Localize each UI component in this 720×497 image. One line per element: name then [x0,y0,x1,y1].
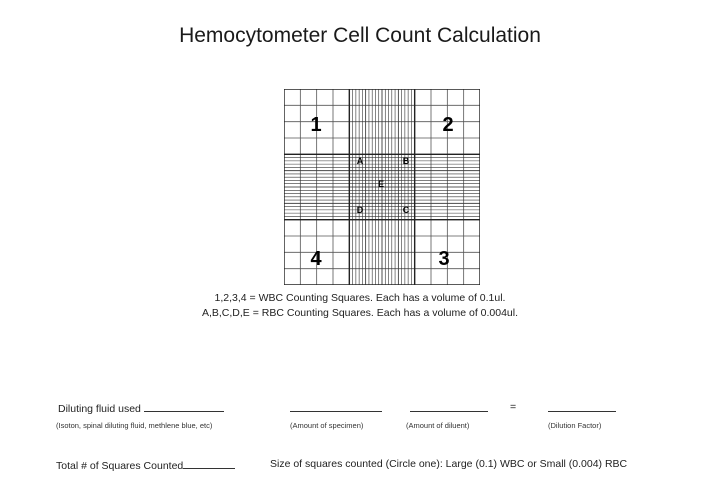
diluting-fluid-hint: (Isoton, spinal diluting fluid, methlene blue, etc) [56,421,213,430]
page-title: Hemocytometer Cell Count Calculation [179,24,541,47]
square-label-2: 2 [442,114,454,136]
diluent-amount-blank[interactable] [410,401,488,412]
dilution-factor-hint: (Dilution Factor) [548,421,602,430]
square-label-b: B [402,156,410,166]
diluting-fluid-blank[interactable] [144,401,224,412]
square-label-4: 4 [310,248,322,270]
diluent-hint: (Amount of diluent) [406,421,470,430]
square-label-1: 1 [310,114,322,136]
wbc-caption: 1,2,3,4 = WBC Counting Squares. Each has a volume of 0.1ul. [214,292,506,304]
diluting-fluid-label: Diluting fluid used [58,403,141,415]
square-label-a: A [356,156,364,166]
square-label-c: C [402,205,410,215]
total-squares-blank[interactable] [183,458,235,469]
hemocytometer-grid [284,89,480,285]
total-squares-label: Total # of Squares Counted [56,460,184,472]
square-label-3: 3 [438,248,450,270]
diluting-fluid-row [58,401,224,415]
square-size-label: Size of squares counted (Circle one): Large (0.1) WBC or Small (0.004) RBC [270,458,628,470]
rbc-caption: A,B,C,D,E = RBC Counting Squares. Each has a volume of 0.004ul. [201,307,519,319]
square-label-d: D [356,205,364,215]
equals-sign: = [510,401,517,413]
square-label-e: E [377,179,385,189]
specimen-amount-blank[interactable] [290,401,382,412]
total-squares-row [56,458,235,472]
dilution-factor-blank[interactable] [548,401,616,412]
specimen-hint: (Amount of specimen) [290,421,364,430]
